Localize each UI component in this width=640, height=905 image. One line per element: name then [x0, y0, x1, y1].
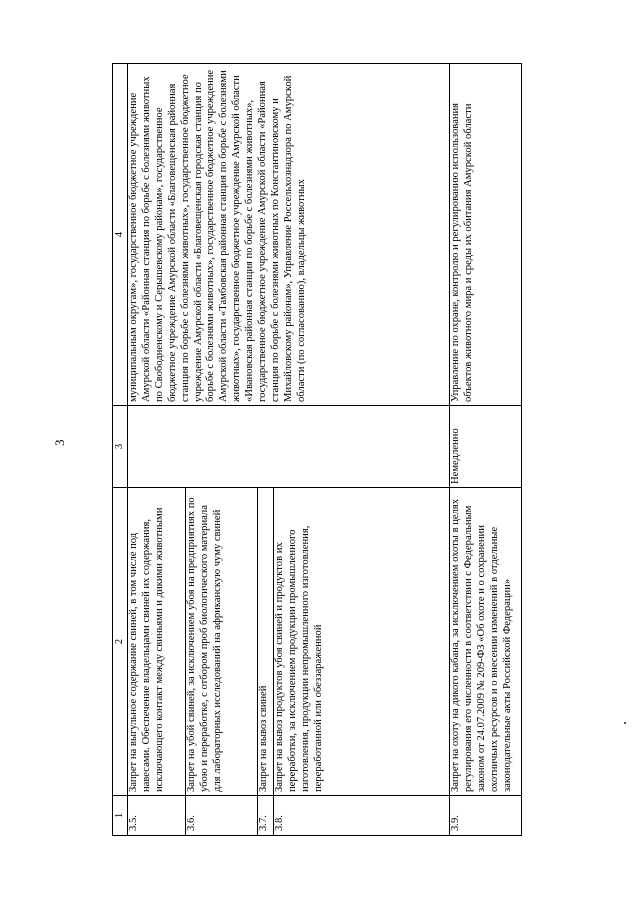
row-measure: Запрет на выгульное содержание свиней, в том числе под навесами. Обеспечение владельцами свиней их содержания, исключающего контакт между свиньями и дикими животными: [128, 488, 186, 796]
row-measure: Запрет на вывоз продуктов убоя свиней и продуктов их переработки, за исключением продукции промышленного изготовления, продукции непромышленного изготовления, переработанной или обеззараженной: [274, 488, 450, 796]
table-row: [450, 64, 522, 836]
table-header-row: [113, 64, 128, 836]
row-measure: Запрет на вывоз свиней: [258, 488, 274, 796]
row-number: 3.9.: [450, 796, 522, 836]
page-number: 3: [52, 439, 67, 446]
row-number: 3.7.: [258, 796, 274, 836]
row-number: 3.8.: [274, 796, 450, 836]
table-row: [128, 64, 186, 836]
row-term: [128, 406, 450, 488]
measures-table: [112, 63, 522, 836]
header-cell-2: 2: [113, 488, 128, 796]
row-responsible: муниципальным округам», государственное бюджетное учреждение Амурской области «Районная станция по борьбе с болезнями животных по Свободненскому и Серышевскому районам», государственное бюджетное учреждение Амурской области «Благовещенская районная станция по борьбе с болезнями животных», государственное бюджетное учреждение Амурской области «Благовещенская городская станция по борьбе с болезнями животных», государственное бюджетное учреждение Амурской области «Тамбовская районная станция по борьбе с болезнями животных», государственное бюджетное учреждение Амурской области «Ивановская районная станция по борьбе с болезнями животных», государственное бюджетное учреждение Амурской области «Районная станция по борьбе с болезнями животных по Константиновскому и Михайловскому районам», Управление Россельхознадзора по Амурской области (по согласованию), владельцы животных: [128, 64, 450, 406]
header-cell-4: 4: [113, 64, 128, 406]
header-cell-3: 3: [113, 406, 128, 488]
row-term: Немедленно: [450, 406, 522, 488]
header-cell-1: 1: [113, 796, 128, 836]
row-measure: Запрет на убой свиней, за исключением убоя на предприятиях по убою и переработке, с отбором проб биологического материала для лабораторных исследований на африканскую чуму свиней: [186, 488, 258, 796]
scan-speck: [624, 722, 626, 724]
row-measure: Запрет на охоту на дикого кабана, за исключением охоты в целях регулирования его численности в соответствии с Федеральным законом от 24.07.2009 № 209-ФЗ «Об охоте и о сохранении охотничьих ресурсов и о внесении изменений в отдельные законодательные акты Российской Федерации»: [450, 488, 522, 796]
row-responsible: Управление по охране, контролю и регулированию использования объектов животного мира и среды их обитания Амурской области: [450, 64, 522, 406]
row-number: 3.6.: [186, 796, 258, 836]
rotated-table-wrapper: [112, 64, 530, 836]
row-number: 3.5.: [128, 796, 186, 836]
